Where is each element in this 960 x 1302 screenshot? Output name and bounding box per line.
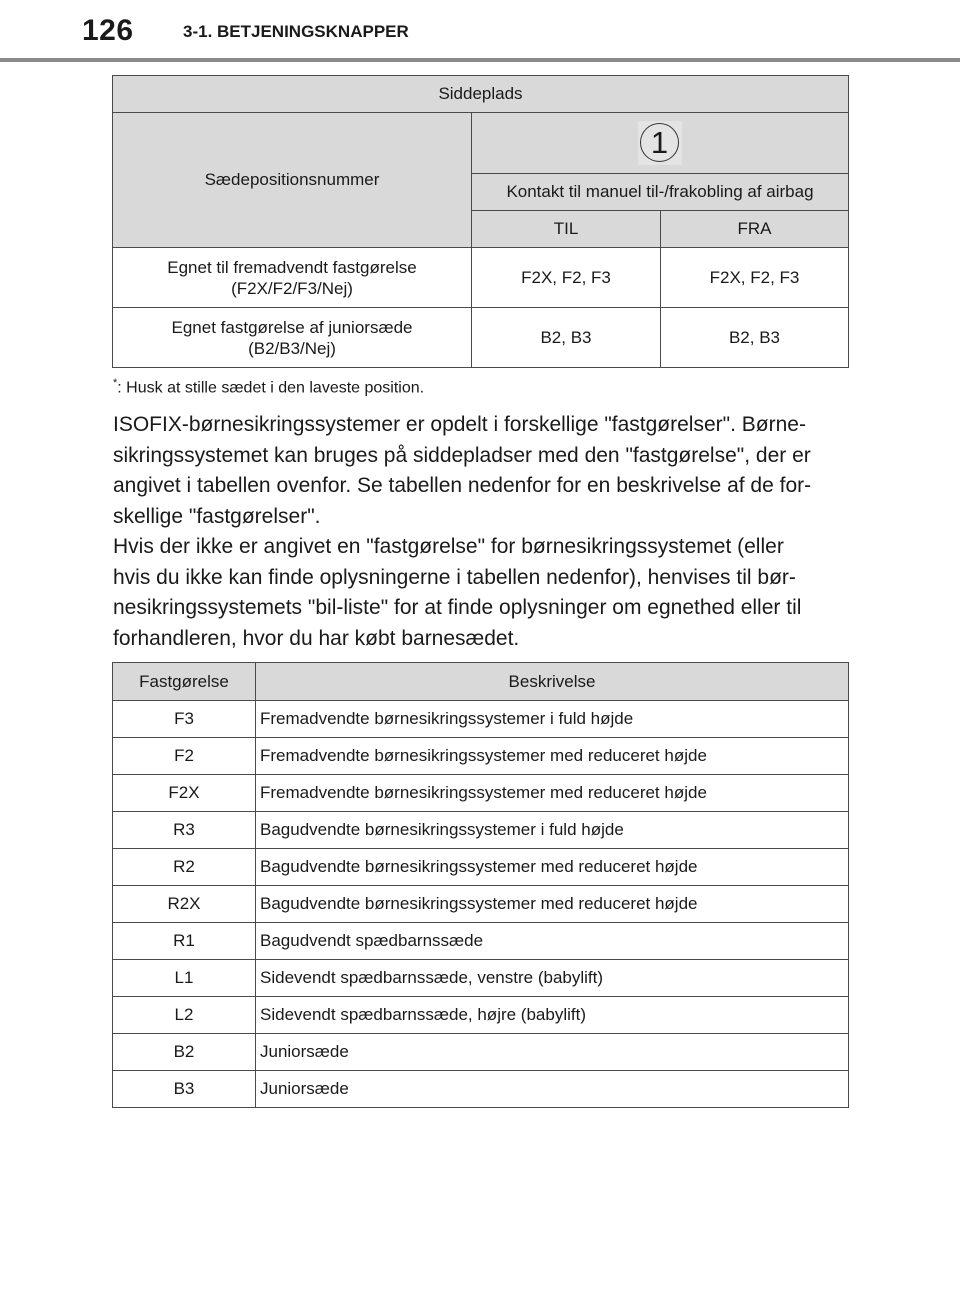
footnote-text: : Husk at stille sædet i den laveste position. (117, 379, 425, 397)
fixture-code: R1 (113, 923, 256, 960)
table-row (113, 113, 849, 174)
table-row (113, 1071, 849, 1108)
table-row (113, 701, 849, 738)
table-row (113, 886, 849, 923)
body-line: nesikringssystemets "bil-liste" for at finde oplysninger om egnethed eller til (113, 596, 802, 619)
body-line: hvis du ikke kan finde oplysningerne i tabellen nedenfor), henvises til bør- (113, 565, 796, 589)
footnote (113, 377, 424, 397)
table-row (113, 775, 849, 812)
page-number: 126 (82, 14, 134, 47)
table-row (113, 308, 849, 368)
cell-on: F2X, F2, F3 (472, 248, 661, 308)
airbag-switch-header: Kontakt til manuel til-/frakobling af airbag (472, 174, 849, 211)
table-row (113, 248, 849, 308)
footnote-marker: * (113, 377, 118, 389)
section-title: 3-1. BETJENINGSKNAPPER (183, 22, 409, 41)
fixture-code: F3 (113, 701, 256, 738)
body-line: ISOFIX-børnesikringssystemer er opdelt i forskellige "fastgørelser". Børne- (113, 413, 806, 436)
header-divider (0, 58, 960, 62)
table-row (113, 960, 849, 997)
fixture-code: L2 (113, 997, 256, 1034)
table-row (113, 738, 849, 775)
fixture-description: Fremadvendte børnesikringssystemer med reduceret højde (256, 738, 849, 775)
fixture-code: F2 (113, 738, 256, 775)
fixture-table (112, 662, 849, 1108)
description-header: Beskrivelse (256, 663, 849, 701)
cell-off: F2X, F2, F3 (661, 248, 849, 308)
table-header-row (113, 663, 849, 701)
fixture-description: Bagudvendt spædbarnssæde (256, 923, 849, 960)
row-label-line: (B2/B3/Nej) (248, 338, 336, 358)
fixture-description: Juniorsæde (256, 1071, 849, 1108)
row-label-line: Egnet til fremadvendt fastgørelse (167, 257, 417, 277)
table-row (113, 923, 849, 960)
fixture-code: R3 (113, 812, 256, 849)
fixture-code: B2 (113, 1034, 256, 1071)
table-row (113, 997, 849, 1034)
cell-off: B2, B3 (661, 308, 849, 368)
fixture-description: Bagudvendte børnesikringssystemer med reduceret højde (256, 886, 849, 923)
cell-on: B2, B3 (472, 308, 661, 368)
fixture-code: B3 (113, 1071, 256, 1108)
fixture-description: Bagudvendte børnesikringssystemer med reduceret højde (256, 849, 849, 886)
table-row (113, 1034, 849, 1071)
body-line: sikringssystemet kan bruges på siddepladser med den "fastgørelse", der er (113, 443, 811, 467)
fixture-description: Fremadvendte børnesikringssystemer i fuld højde (256, 701, 849, 738)
fixture-code: R2 (113, 849, 256, 886)
body-paragraph (113, 410, 853, 654)
row-label-line: Egnet fastgørelse af juniorsæde (171, 317, 413, 337)
seat-table-title: Siddeplads (113, 76, 849, 113)
position-number: 1 (640, 123, 679, 162)
fixture-code: F2X (113, 775, 256, 812)
circled-number-icon (638, 121, 682, 165)
fixture-code: R2X (113, 886, 256, 923)
fixture-description: Sidevendt spædbarnssæde, højre (babylift) (256, 997, 849, 1034)
col-off-header: FRA (661, 211, 849, 248)
row-label (113, 248, 472, 308)
row-label-line: (F2X/F2/F3/Nej) (231, 278, 353, 298)
body-line: Hvis der ikke er angivet en "fastgørelse" for børnesikringssystemet (eller (113, 535, 784, 558)
position-number-cell (472, 113, 849, 174)
fixture-code: L1 (113, 960, 256, 997)
table-row (113, 812, 849, 849)
table-title-row (113, 76, 849, 113)
page-header (0, 0, 960, 60)
row-label (113, 308, 472, 368)
fixture-description: Bagudvendte børnesikringssystemer i fuld højde (256, 812, 849, 849)
fixture-description: Fremadvendte børnesikringssystemer med reduceret højde (256, 775, 849, 812)
body-line: angivet i tabellen ovenfor. Se tabellen nedenfor for en beskrivelse af de for- (113, 474, 812, 497)
table-row (113, 849, 849, 886)
seat-position-header: Sædepositionsnummer (113, 113, 472, 248)
fixture-description: Sidevendt spædbarnssæde, venstre (babylift) (256, 960, 849, 997)
fixture-description: Juniorsæde (256, 1034, 849, 1071)
body-line: skellige "fastgørelser". (113, 504, 321, 528)
col-on-header: TIL (472, 211, 661, 248)
fixture-header: Fastgørelse (113, 663, 256, 701)
body-line: forhandleren, hvor du har købt barnesædet. (113, 626, 520, 650)
seat-position-table (112, 75, 849, 368)
